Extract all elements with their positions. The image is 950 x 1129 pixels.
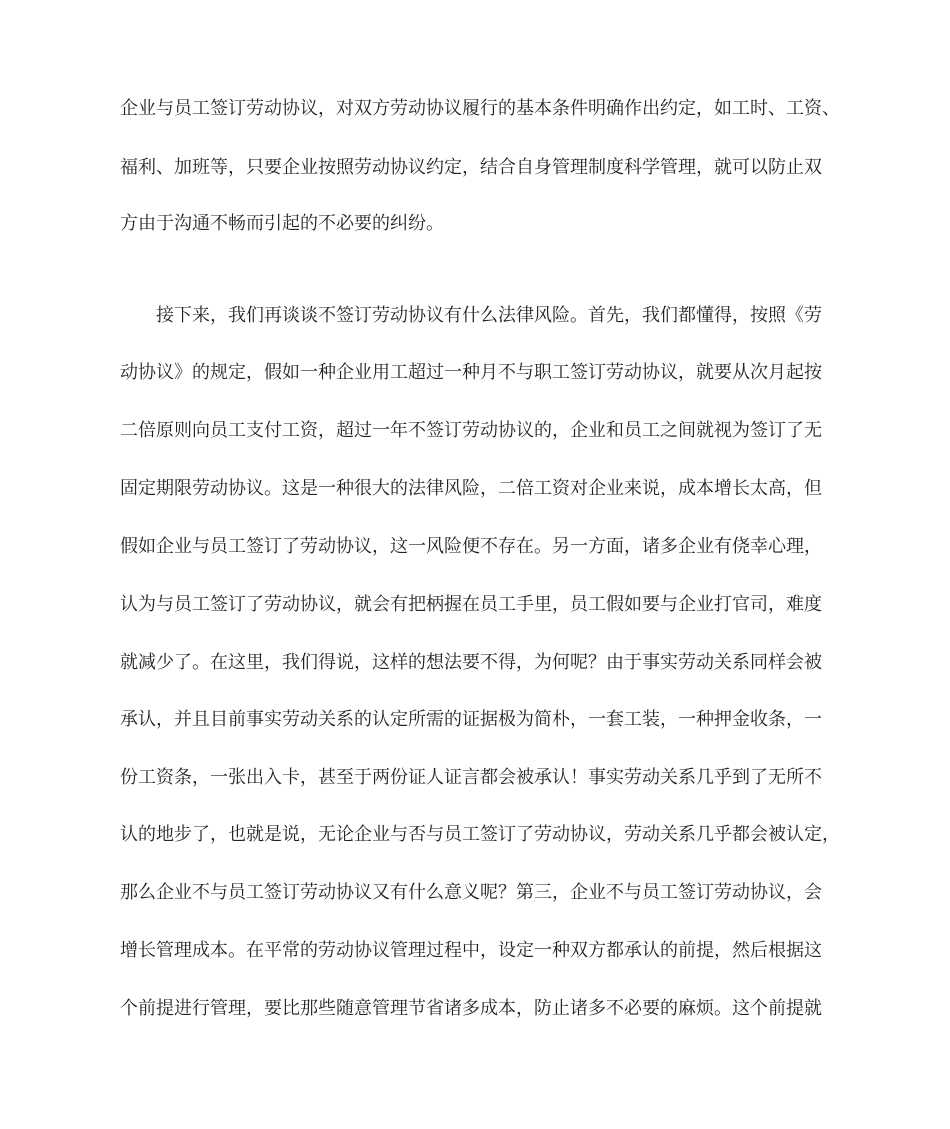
paragraph-2-line-1: 接下来，我们再谈谈不签订劳动协议有什么法律风险。首先，我们都懂得，按照《劳 <box>156 305 822 326</box>
paragraph-2-line-6: 认为与员工签订了劳动协议，就会有把柄握在员工手里，员工假如要与企业打官司，难度 <box>120 594 822 615</box>
paragraph-2-line-10: 认的地步了，也就是说，无论企业与否与员工签订了劳动协议，劳动关系几乎都会被认定， <box>120 824 840 845</box>
paragraph-2-line-3: 二倍原则向员工支付工资，超过一年不签订劳动协议的，企业和员工之间就视为签订了无 <box>120 420 822 441</box>
paragraph-2-line-2: 动协议》的规定，假如一种企业用工超过一种月不与职工签订劳动协议，就要从次月起按 <box>120 362 822 383</box>
paragraph-2-line-13: 个前提进行管理，要比那些随意管理节省诸多成本，防止诸多不必要的麻烦。这个前提就 <box>120 998 822 1019</box>
paragraph-2-line-5: 假如企业与员工签订了劳动协议，这一风险便不存在。另一方面，诸多企业有侥幸心理， <box>120 536 822 557</box>
paragraph-2-line-8: 承认，并且目前事实劳动关系的认定所需的证据极为简朴，一套工装，一种押金收条，一 <box>120 709 822 730</box>
paragraph-1-line-2: 福利、加班等，只要企业按照劳动协议约定，结合自身管理制度科学管理，就可以防止双 <box>120 157 822 178</box>
paragraph-2-line-7: 就减少了。在这里，我们得说，这样的想法要不得，为何呢？由于事实劳动关系同样会被 <box>120 652 822 673</box>
paragraph-2-line-11: 那么企业不与员工签订劳动协议又有什么意义呢？第三，企业不与员工签订劳动协议，会 <box>120 882 822 903</box>
paragraph-2-line-9: 份工资条，一张出入卡，甚至于两份证人证言都会被承认！事实劳动关系几乎到了无所不 <box>120 767 822 788</box>
paragraph-1-line-1: 企业与员工签订劳动协议，对双方劳动协议履行的基本条件明确作出约定，如工时、工资、 <box>120 98 840 119</box>
paragraph-2-line-4: 固定期限劳动协议。这是一种很大的法律风险，二倍工资对企业来说，成本增长太高，但 <box>120 478 822 499</box>
paragraph-2-line-12: 增长管理成本。在平常的劳动协议管理过程中，设定一种双方都承认的前提，然后根据这 <box>120 940 822 961</box>
paragraph-1-line-3: 方由于沟通不畅而引起的不必要的纠纷。 <box>120 213 444 234</box>
